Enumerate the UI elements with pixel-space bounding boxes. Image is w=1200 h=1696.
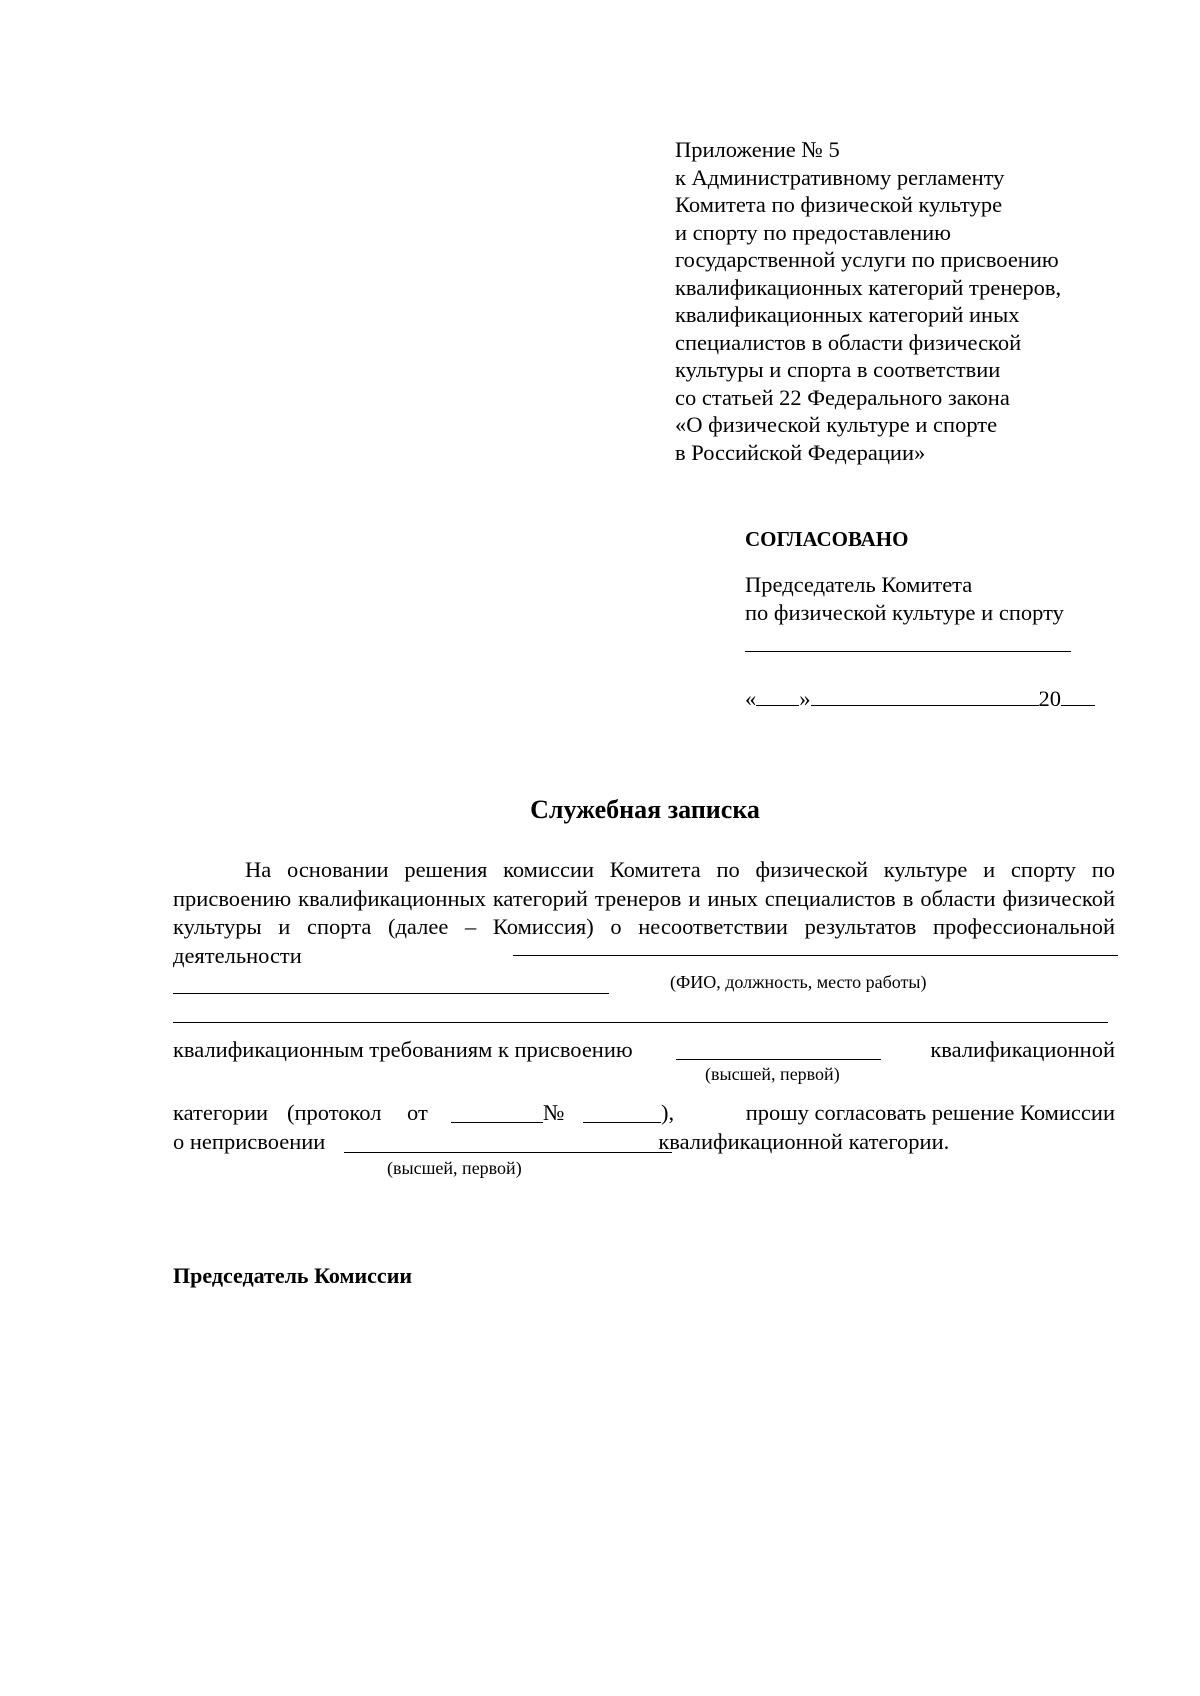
non-assign-suffix: квалификационной категории. xyxy=(658,1129,950,1154)
prot-open: (протокол xyxy=(287,1100,382,1125)
date-year-field[interactable] xyxy=(1061,685,1095,706)
main-paragraph xyxy=(173,856,1115,970)
prot-categories: категории xyxy=(173,1100,269,1125)
prot-from: от xyxy=(407,1100,428,1125)
qualification-requirements-row xyxy=(173,1037,1115,1063)
annex-line: специалистов в области физической xyxy=(675,329,1022,355)
prot-number-sign: № xyxy=(543,1100,565,1125)
annex-line: «О физической культуре и спорте xyxy=(675,412,998,437)
date-month-field[interactable] xyxy=(811,685,1039,706)
annex-line: к Административному регламенту xyxy=(675,164,1005,190)
approval-position-line: по физической культуре и спорту xyxy=(745,599,1064,625)
non-assign-prefix: о неприсвоении xyxy=(173,1129,326,1154)
date-close-quote: » xyxy=(799,686,811,711)
person-info-field-extra[interactable] xyxy=(173,1022,1108,1023)
prot-request: прошу согласовать решение Комиссии xyxy=(745,1100,1115,1125)
annex-line: со статьей 22 Федерального закона xyxy=(675,384,1010,410)
annex-line: государственной услуги по присвоению xyxy=(675,247,1059,272)
protocol-date-field[interactable] xyxy=(451,1100,543,1123)
qual-req-right-text: квалификационной xyxy=(930,1037,1115,1062)
approval-title: СОГЛАСОВАНО xyxy=(745,527,909,551)
date-day-field[interactable] xyxy=(756,685,799,706)
paragraph-text: На основании решения комиссии Комитета по физической культуре и спорту по присвоению квалификационных категорий тренеров и иных специалистов в области физической культуры и спорта (далее – Комиссия) о несоответствии результатов профессиональной деятельности xyxy=(173,857,1115,968)
non-assign-category-field[interactable] xyxy=(344,1152,672,1153)
chairman-label: Председатель Комиссии xyxy=(173,1263,413,1288)
date-open-quote: « xyxy=(745,686,757,711)
prot-close: ), xyxy=(661,1100,675,1125)
protocol-number-field[interactable] xyxy=(583,1100,661,1123)
approval-signature-line[interactable] xyxy=(745,651,1071,652)
category-field[interactable] xyxy=(676,1059,881,1060)
hint-category-2: (высшей, первой) xyxy=(387,1158,522,1178)
date-year-prefix: 20 xyxy=(1038,686,1061,711)
approval-date xyxy=(745,685,1095,712)
annex-line: культуры и спорта в соответствии xyxy=(675,357,1001,382)
annex-header xyxy=(675,136,1155,466)
annex-line: квалификационных категорий иных xyxy=(675,302,1020,327)
document-title: Служебная записка xyxy=(530,795,760,824)
person-info-field[interactable] xyxy=(513,955,1118,956)
qual-req-left-text: квалификационным требованиям к присвоению xyxy=(173,1037,633,1062)
approval-position xyxy=(745,571,1064,626)
annex-line: и спорту по предоставлению xyxy=(675,219,951,245)
hint-category: (высшей, первой) xyxy=(705,1064,840,1084)
hint-fio: (ФИО, должность, место работы) xyxy=(670,972,927,992)
annex-line: в Российской Федерации» xyxy=(675,439,926,465)
annex-line: квалификационных категорий тренеров, xyxy=(675,274,1062,300)
person-info-field-continued[interactable] xyxy=(173,993,609,994)
approval-position-line: Председатель Комитета xyxy=(745,572,973,597)
annex-line: Комитета по физической культуре xyxy=(675,192,1003,217)
annex-line: Приложение № 5 xyxy=(675,137,840,162)
